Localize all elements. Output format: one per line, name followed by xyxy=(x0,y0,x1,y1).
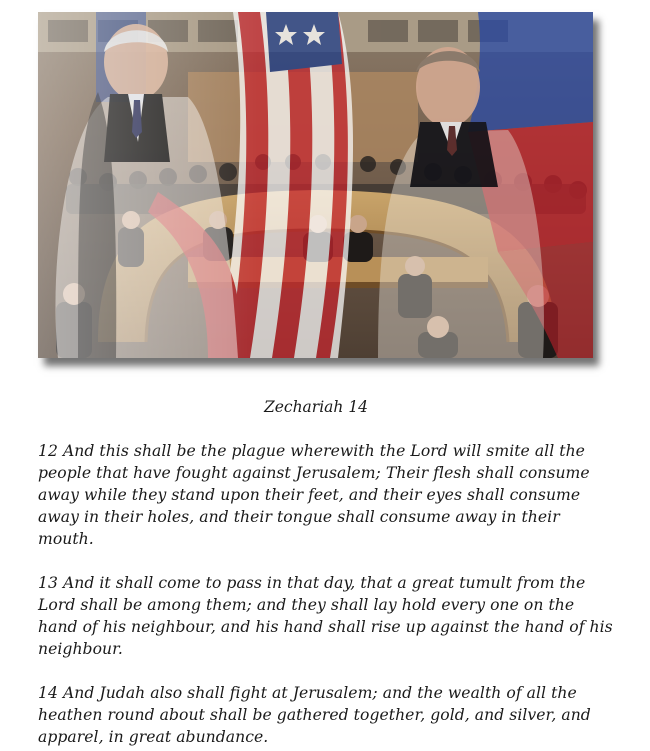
collage-photo xyxy=(38,12,593,358)
verse-12: 12 And this shall be the plague wherewith the Lord will smite all the people that have fought against Jerusalem; Their flesh shall consume away while they stand upon their feet, and their eyes shall consume away in their holes, and their tongue shall consume away in their mouth. xyxy=(38,442,590,548)
scripture-reference: Zechariah 14 xyxy=(263,398,369,416)
photo-illustration xyxy=(38,12,593,358)
verse-14: 14 And Judah also shall fight at Jerusalem; and the wealth of all the heathen round about shall be gathered together, gold, and silver, and apparel, in great abundance. xyxy=(38,684,591,746)
verse-13: 13 And it shall come to pass in that day, that a great tumult from the Lord shall be among them; and they shall lay hold every one on the hand of his neighbour, and his hand shall rise up against the hand of his neighbour. xyxy=(38,574,613,658)
